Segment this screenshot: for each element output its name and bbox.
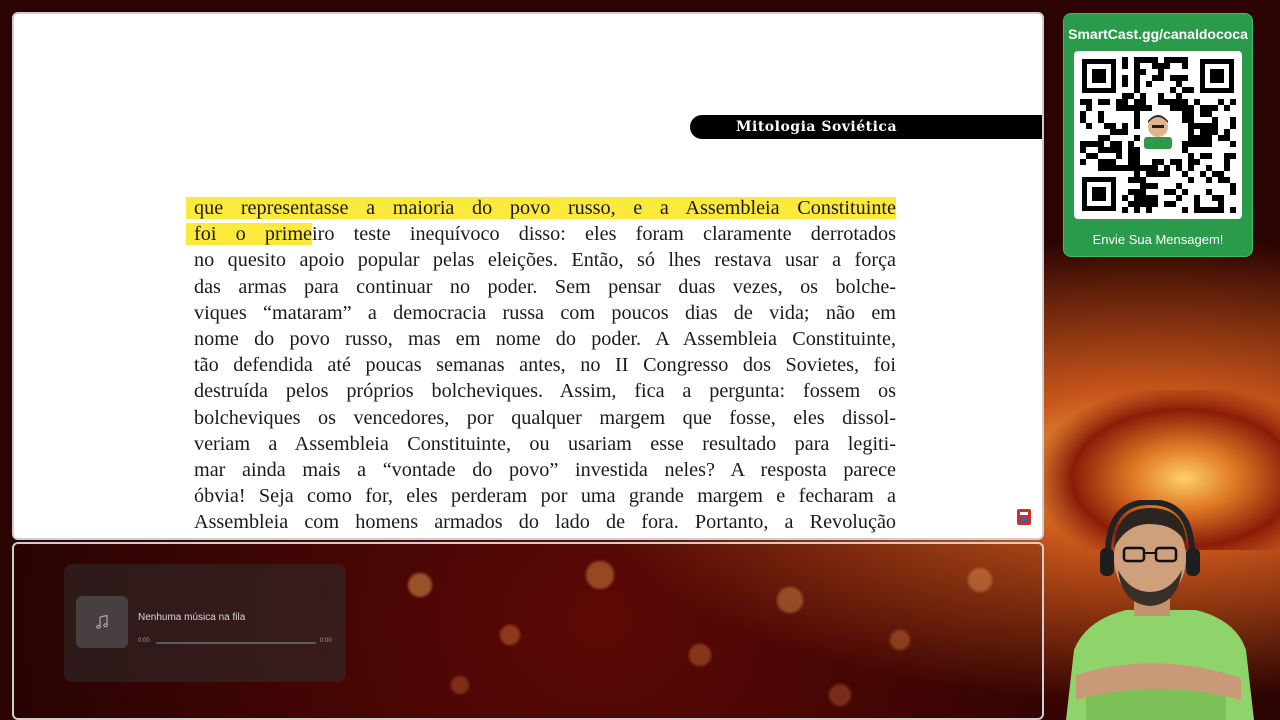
text-segment: veriam a Assembleia Constituinte, ou usariam esse resultado para legiti-	[194, 432, 896, 455]
highlighted-text: que representasse a maioria do povo russo, e a Assembleia Constituinte	[186, 197, 896, 219]
qr-code[interactable]	[1074, 51, 1242, 219]
text-segment: nome do povo russo, mas em nome do poder. A Assembleia Constituinte,	[194, 327, 896, 350]
webcam-overlay	[1046, 500, 1280, 720]
music-status-text: Nenhuma música na fila	[138, 612, 246, 623]
text-segment: viques “mataram” a democracia russa com poucos dias de vida; não em	[194, 301, 896, 324]
chapter-header-band	[690, 115, 1042, 139]
document-line	[194, 378, 896, 404]
qr-widget-footer: Envie Sua Mensagem!	[1092, 232, 1224, 247]
qr-code-icon	[1074, 51, 1242, 219]
document-text	[194, 195, 896, 535]
chapter-header-title: Mitologia Soviética	[736, 119, 898, 135]
document-line	[194, 483, 896, 509]
music-time-elapsed: 0:00	[138, 638, 150, 644]
document-line	[194, 274, 896, 300]
qr-widget-title: SmartCast.gg/canaldococa	[1068, 26, 1248, 42]
document-line	[194, 457, 896, 483]
document-line	[194, 509, 896, 535]
text-segment: destruída pelos próprios bolcheviques. Assim, fica a pergunta: fossem os	[194, 380, 896, 403]
music-player-panel	[12, 542, 1044, 720]
smartcast-qr-widget[interactable]	[1063, 13, 1253, 257]
music-player-card[interactable]	[64, 564, 346, 682]
music-time-total: 0:00	[320, 638, 332, 644]
document-line	[194, 195, 896, 221]
text-segment: óbvia! Seja como for, eles perderam por uma grande margem e fecharam a	[194, 485, 896, 508]
document-line	[194, 352, 896, 378]
document-line	[194, 405, 896, 431]
music-note-icon	[94, 614, 110, 630]
document-line	[194, 300, 896, 326]
album-art-placeholder	[76, 596, 128, 648]
music-progress-bar[interactable]	[156, 642, 316, 644]
text-segment: das armas para continuar no poder. Sem pensar duas vezes, os bolche-	[194, 275, 896, 298]
text-segment: bolcheviques os vencedores, por qualquer margem que fosse, eles dissol-	[194, 406, 896, 429]
document-viewer[interactable]	[12, 12, 1044, 540]
document-line	[194, 431, 896, 457]
highlighted-text: foi o prime	[186, 223, 312, 245]
text-segment: mar ainda mais a “vontade do povo” investida neles? A resposta parece	[194, 458, 896, 481]
document-line	[194, 221, 896, 247]
text-segment: Assembleia com homens armados do lado de fora. Portanto, a Revolução	[194, 511, 896, 534]
bookmark-icon[interactable]	[1016, 508, 1032, 526]
text-segment: iro teste inequívoco disso: eles foram claramente derrotados	[312, 223, 896, 246]
document-line	[194, 247, 896, 273]
text-segment: no quesito apoio popular pelas eleições. Então, só lhes restava usar a força	[194, 249, 896, 272]
text-segment: tão defendida até poucas semanas antes, no II Congresso dos Sovietes, foi	[194, 354, 896, 377]
document-line	[194, 326, 896, 352]
